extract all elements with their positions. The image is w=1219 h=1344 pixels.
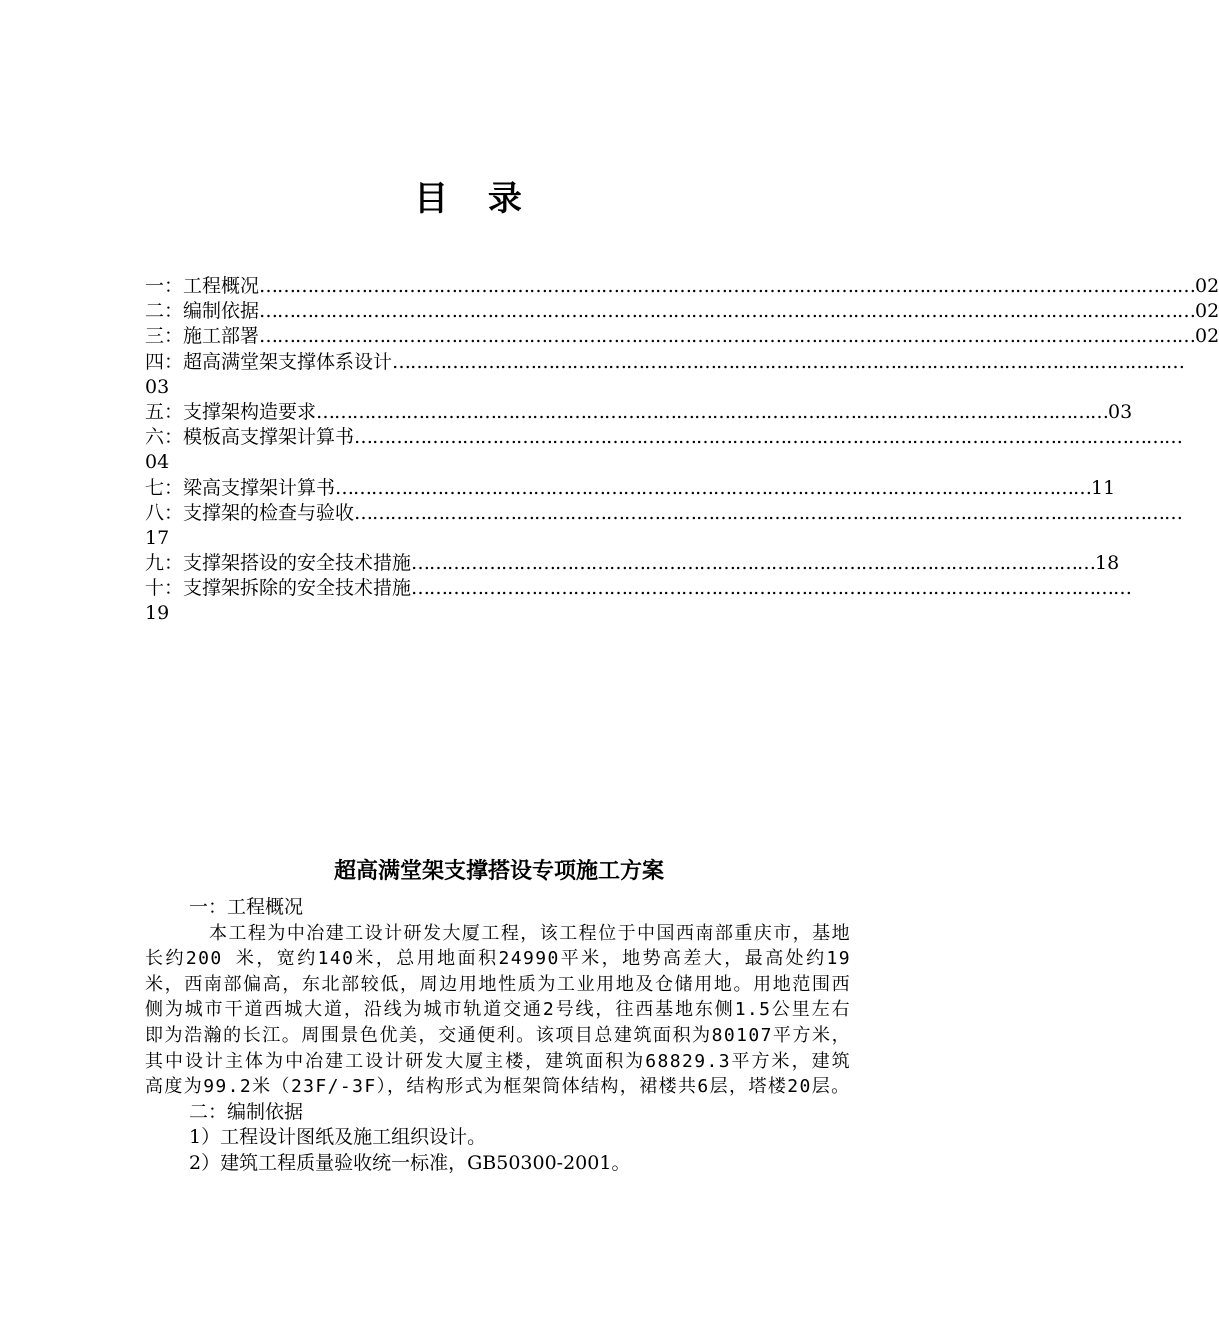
- toc-entry-page: 18: [1095, 552, 1120, 575]
- toc-leader-dots: …………………………………………………………………………………………………………………………………………: [259, 275, 1196, 297]
- toc-leader-dots: …………………………………………………………………………………………………………………………: [354, 426, 1183, 449]
- toc-leader-dots: …………………………………………………………………………………………………………………………………………: [259, 325, 1196, 348]
- toc-leader-dots: ……………………………………………………………………………………………………………………: [392, 350, 1185, 373]
- overview-paragraph: 本工程为中冶建工设计研发大厦工程，该工程位于中国西南部重庆市，基地长约200 米，宽约140米，总用地面积24990平米，地势高差大，最高处约19米，西南部偏高，东北部较低，周边用地性质为工业用地及仓储用地。用地范围西侧为城市干道西城大道，沿线为城市轨道交通2号线，往西基地东侧1.5公里左右即为浩瀚的长江。周围景色优美，交通便利。该项目总建筑面积为80107平方米，其中设计主体为中冶建工设计研发大厦主楼，建筑面积为68829.3平方米，建筑高度为99.2米（23F/-3F），结构形式为框架筒体结构，裙楼共6层，塔楼20层。: [145, 922, 851, 1098]
- toc-entry-label: 一：工程概况: [145, 275, 260, 297]
- toc-leader-dots: …………………………………………………………………………………………………………………………………………: [259, 300, 1196, 323]
- toc-leader-dots: ……………………………………………………………………………………………………: [411, 552, 1096, 575]
- toc-entry-label: 八：支撑架的检查与验收: [145, 501, 355, 524]
- toc-entry-label: 九：支撑架搭设的安全技术措施: [145, 552, 412, 575]
- toc-entry-page: 02: [1195, 300, 1219, 323]
- toc-entry-label: 六：模板高支撑架计算书: [145, 426, 355, 449]
- toc-entry: [145, 476, 1116, 501]
- toc-entry-page: 04: [145, 451, 170, 474]
- toc-entry: [145, 576, 1132, 601]
- toc-entry-label: 五：支撑架构造要求: [145, 400, 317, 423]
- toc-leader-dots: …………………………………………………………………………………………………………: [411, 577, 1132, 600]
- toc-entry-page: 02: [1195, 325, 1219, 348]
- toc-entry: [145, 400, 1133, 425]
- toc-entry: [145, 551, 1120, 576]
- toc-entry: [145, 425, 1183, 450]
- toc-entry-page: 19: [145, 602, 170, 625]
- toc-entry-page: 03: [1108, 400, 1133, 423]
- toc-entry-page: 11: [1091, 476, 1116, 499]
- toc-entry-label: 十：支撑架拆除的安全技术措施: [145, 577, 412, 600]
- toc-entry: [145, 350, 1185, 375]
- toc-entry: [145, 299, 1219, 324]
- toc-entry-page: 17: [145, 526, 170, 549]
- basis-item-2: 2）建筑工程质量验收统一标准，GB50300-2001。: [189, 1151, 631, 1174]
- toc-entry-label: 二：编制依据: [145, 300, 260, 323]
- toc-entry-page: 03: [145, 375, 170, 398]
- toc-entry: [145, 324, 1219, 349]
- toc-leader-dots: ………………………………………………………………………………………………………………: [335, 476, 1092, 499]
- toc-leader-dots: …………………………………………………………………………………………………………………………: [354, 501, 1183, 524]
- toc-entry: [145, 274, 1219, 299]
- toc-entry-page: 02: [1195, 275, 1219, 297]
- toc-entry: [145, 501, 1183, 526]
- basis-item-1: 1）工程设计图纸及施工组织设计。: [189, 1126, 487, 1149]
- toc-leader-dots: ……………………………………………………………………………………………………………………: [316, 400, 1109, 423]
- toc-entry-label: 三：施工部署: [145, 325, 260, 348]
- document-title: 超高满堂架支撑搭设专项施工方案: [333, 858, 664, 884]
- section-heading-basis: 二：编制依据: [189, 1100, 304, 1123]
- toc-entry-label: 四：超高满堂架支撑体系设计: [145, 350, 393, 373]
- document-body: [145, 895, 851, 1177]
- table-of-contents: [145, 274, 1219, 627]
- toc-title: 目 录: [414, 179, 536, 219]
- toc-entry-label: 七：梁高支撑架计算书: [145, 476, 336, 499]
- section-heading-overview: 一：工程概况: [189, 896, 304, 918]
